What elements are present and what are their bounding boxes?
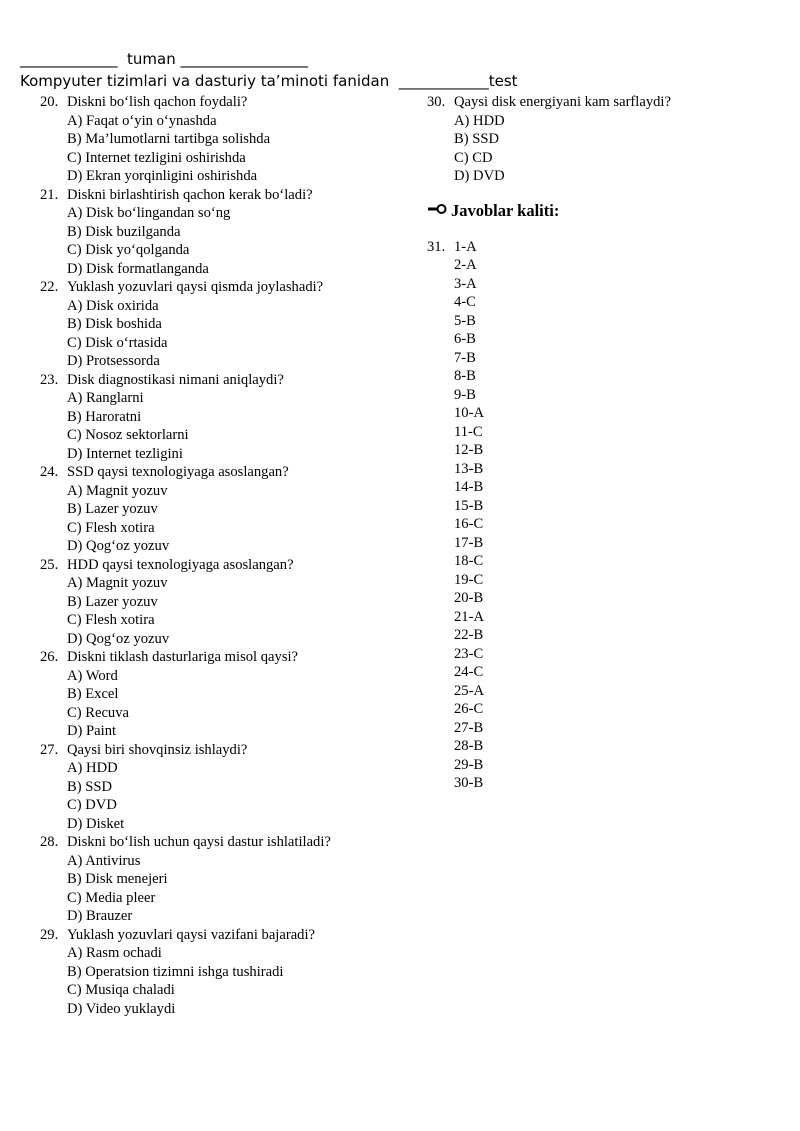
question-block	[40, 926, 410, 1019]
answer-option: D) Ekran yorqinligini oshirishda	[67, 168, 258, 184]
answer-option: B) Operatsion tizimni ishga tushiradi	[67, 963, 284, 980]
answer-key-item: 20-B	[454, 590, 484, 606]
question-number: 21.	[40, 186, 59, 203]
answer-key-item: 17-B	[454, 534, 484, 551]
answer-key-item: 3-A	[454, 275, 477, 292]
question-number: 27.	[40, 741, 59, 758]
question-text: Yuklash yozuvlari qaysi vazifani bajaradi?	[67, 926, 316, 943]
answer-option: C) Nosoz sektorlarni	[67, 427, 189, 443]
answer-option: D) Paint	[67, 723, 117, 739]
header-district-line: _____________ tuman _________________	[20, 50, 309, 68]
answer-key-item: 2-A	[454, 257, 477, 273]
question	[40, 926, 410, 945]
header-subject-line: Kompyuter tizimlari va dasturiy ta’minoti fanidan ____________test	[20, 72, 518, 90]
answer-key-item: 9-B	[454, 386, 476, 403]
question-block	[40, 833, 410, 926]
answer-key-item: 24-C	[454, 664, 484, 680]
answer-option: B) Lazer yozuv	[67, 501, 158, 517]
answer-key-number: 31.	[427, 238, 446, 255]
answer-option: D) Protsessorda	[67, 353, 160, 369]
answer-option: A) Ranglarni	[67, 390, 144, 406]
question	[40, 371, 410, 390]
question-block	[40, 648, 410, 741]
answer-key-item: 25-A	[454, 682, 484, 699]
answer-option: C) DVD	[67, 797, 117, 813]
answer-option: D) Video yuklaydi	[67, 1000, 176, 1017]
answer-key-item: 4-C	[454, 294, 476, 310]
question-block	[40, 556, 410, 649]
questions-left-column	[40, 93, 410, 1018]
question	[40, 741, 410, 760]
answer-option: B) Excel	[67, 686, 119, 702]
answer-option: B) SSD	[67, 778, 113, 795]
answer-option: D) Qog‘oz yozuv	[67, 538, 170, 554]
question-text: Diskni birlashtirish qachon kerak bo‘ladi?	[67, 186, 313, 203]
answer-option: A) HDD	[454, 112, 505, 129]
answer-key-item: 23-C	[454, 645, 484, 662]
answer-option: D) Disket	[67, 815, 125, 832]
question	[40, 833, 410, 852]
question-text: SSD qaysi texnologiyaga asoslangan?	[67, 464, 289, 480]
answer-option: A) Rasm ochadi	[67, 945, 162, 961]
question-30	[427, 93, 767, 112]
answer-option: D) Brauzer	[67, 908, 133, 924]
question-number: 29.	[40, 926, 59, 943]
answer-key-item: 8-B	[454, 368, 476, 384]
answer-option: C) Flesh xotira	[67, 612, 155, 628]
answer-key-item: 27-B	[454, 719, 484, 736]
answer-key-item: 30-B	[454, 775, 484, 791]
question-block	[40, 371, 410, 464]
question-block	[40, 741, 410, 834]
answer-key-item: 12-B	[454, 442, 484, 458]
answer-option: B) Lazer yozuv	[67, 593, 158, 610]
right-column	[427, 93, 767, 793]
answer-option: B) Ma’lumotlarni tartibga solishda	[67, 131, 271, 147]
answer-key-item: 29-B	[454, 756, 484, 773]
answer-option: C) Musiqa chaladi	[67, 982, 175, 998]
question-number: 22.	[40, 279, 59, 295]
answer-key-item: 1-A	[454, 238, 477, 255]
question	[40, 278, 410, 297]
question-block	[40, 93, 410, 186]
answer-option: C) Disk yo‘qolganda	[67, 242, 190, 258]
answer-key-title: Javoblar kaliti:	[451, 200, 560, 220]
answer-key-item: 6-B	[454, 331, 476, 347]
question-block-30	[427, 93, 767, 186]
answer-key-item: 15-B	[454, 497, 484, 514]
answer-option: C) Recuva	[67, 704, 130, 721]
answer-option: A) Faqat o‘yin o‘ynashda	[67, 112, 217, 129]
answer-option: A) Magnit yozuv	[67, 575, 168, 591]
question-text: Qaysi disk energiyani kam sarflaydi?	[454, 94, 671, 110]
question-block	[40, 278, 410, 371]
answer-key-item: 18-C	[454, 553, 484, 569]
question-text: Diskni bo‘lish qachon foydali?	[67, 94, 248, 110]
question-number: 23.	[40, 371, 59, 388]
answer-key-item: 26-C	[454, 701, 484, 717]
answer-option: A) HDD	[67, 760, 118, 776]
answer-key-item: 13-B	[454, 460, 484, 477]
answer-option: C) Media pleer	[67, 889, 156, 906]
question-number: 26.	[40, 649, 59, 665]
answer-option: B) Haroratni	[67, 408, 142, 425]
question-number: 25.	[40, 556, 59, 573]
question-block	[40, 463, 410, 556]
answer-option: A) Word	[67, 667, 118, 684]
question	[40, 463, 410, 482]
question	[40, 556, 410, 575]
answer-key-list	[427, 238, 767, 793]
answer-key-row	[427, 238, 767, 257]
answer-option: D) Disk formatlanganda	[67, 260, 209, 277]
answer-key-item: 11-C	[454, 423, 483, 440]
question-text: Diskni bo‘lish uchun qaysi dastur ishlatiladi?	[67, 834, 331, 850]
answer-key-item: 10-A	[454, 405, 484, 421]
answer-option: A) Magnit yozuv	[67, 482, 168, 499]
answer-key-item: 5-B	[454, 312, 476, 329]
question-number: 30.	[427, 94, 446, 110]
answer-option: A) Disk bo‘lingandan so‘ng	[67, 205, 231, 221]
question-number: 20.	[40, 94, 59, 110]
question-text: Yuklash yozuvlari qaysi qismda joylashadi?	[67, 279, 324, 295]
answer-key-heading	[427, 200, 767, 222]
question	[40, 93, 410, 112]
answer-key-item: 28-B	[454, 738, 484, 754]
answer-key-item: 22-B	[454, 627, 484, 643]
answer-option: B) Disk boshida	[67, 316, 162, 332]
answer-key-item: 16-C	[454, 516, 484, 532]
question-number: 24.	[40, 464, 59, 480]
answer-key-item: 19-C	[454, 571, 484, 588]
question-text: Qaysi biri shovqinsiz ishlaydi?	[67, 741, 248, 758]
answer-option: D) Qog‘oz yozuv	[67, 630, 170, 647]
question	[40, 186, 410, 205]
answer-option: B) SSD	[454, 131, 500, 147]
question	[40, 648, 410, 667]
question-text: HDD qaysi texnologiyaga asoslangan?	[67, 556, 294, 573]
answer-option: C) CD	[454, 149, 493, 166]
answer-option: B) Disk buzilganda	[67, 223, 181, 240]
answer-option: D) Internet tezligini	[67, 445, 183, 462]
answer-key-item: 14-B	[454, 479, 484, 495]
question-number: 28.	[40, 834, 59, 850]
key-icon	[427, 200, 447, 222]
answer-key-item: 21-A	[454, 608, 484, 625]
answer-option: C) Disk o‘rtasida	[67, 334, 168, 351]
answer-option: B) Disk menejeri	[67, 871, 168, 887]
answer-option: A) Antivirus	[67, 852, 141, 869]
answer-key-item: 7-B	[454, 349, 476, 366]
question-text: Diskni tiklash dasturlariga misol qaysi?	[67, 649, 299, 665]
answer-option: D) DVD	[454, 168, 505, 184]
question-block	[40, 186, 410, 279]
answer-option: A) Disk oxirida	[67, 297, 159, 314]
question-text: Disk diagnostikasi nimani aniqlaydi?	[67, 371, 284, 388]
answer-option: C) Internet tezligini oshirishda	[67, 149, 246, 166]
answer-option: C) Flesh xotira	[67, 519, 155, 536]
